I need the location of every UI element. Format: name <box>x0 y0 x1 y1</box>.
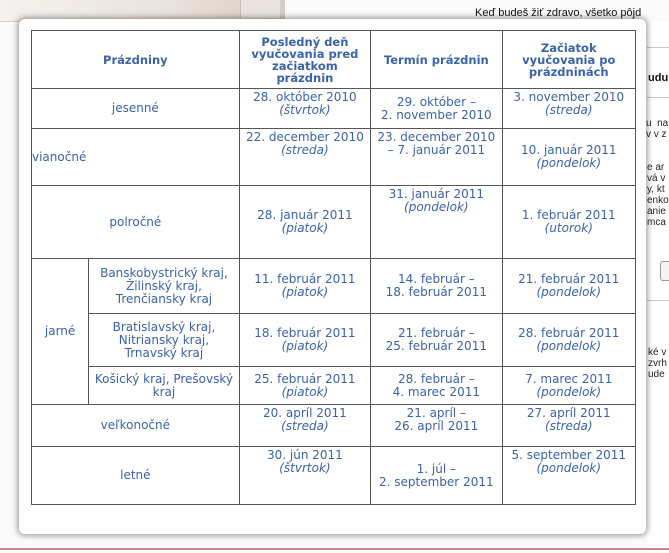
term-cell <box>371 367 502 405</box>
last-day-date: 18. február 2011 <box>254 326 356 340</box>
background-sidebar-text: u na v v z <box>646 118 669 140</box>
background-sidebar-heading: udu <box>648 72 669 84</box>
background-tagline: Keď budeš žiť zdravo, všetko pôjd <box>475 7 642 19</box>
table-row <box>32 89 636 129</box>
table-row <box>32 259 636 314</box>
start-date: 1. február 2011 <box>521 208 616 222</box>
term-start: 1. júl – <box>416 461 456 476</box>
last-day-weekday: (piatok) <box>281 339 329 353</box>
holiday-name: veľkonočné <box>32 405 240 447</box>
last-day-cell <box>239 314 370 367</box>
start-cell <box>502 367 635 405</box>
last-day-cell <box>239 367 370 405</box>
term-end: 26. apríl 2011 <box>394 419 479 433</box>
last-day-date: 28. október 2010 <box>253 90 357 104</box>
term-cell <box>371 447 502 505</box>
background-sidebar <box>647 22 669 552</box>
term-cell <box>371 314 502 367</box>
sidebar-divider <box>647 47 669 48</box>
start-weekday: (pondelok) <box>536 156 602 170</box>
holiday-name: jarné <box>32 259 89 405</box>
start-weekday: (pondelok) <box>536 461 602 475</box>
start-cell <box>502 314 635 367</box>
term-end: – 7. január 2011 <box>387 143 486 157</box>
last-day-cell <box>239 447 370 505</box>
term-end: 18. február 2011 <box>385 285 487 299</box>
header-zaciatok: Začiatok vyučovania po prázdninách <box>502 31 635 89</box>
header-posledny-den: Posledný deň vyučovania pred začiatkom prázdnin <box>239 31 370 89</box>
start-date: 3. november 2010 <box>513 90 625 104</box>
last-day-weekday: (piatok) <box>281 221 329 235</box>
term-start: 31. január 2011 <box>388 187 485 201</box>
term-cell <box>371 405 502 447</box>
start-date: 7. marec 2011 <box>525 371 613 386</box>
holiday-name: jesenné <box>32 89 240 129</box>
header-termin: Termín prázdnin <box>371 31 502 89</box>
term-weekday: (pondelok) <box>404 200 469 214</box>
last-day-cell <box>239 405 370 447</box>
last-day-cell <box>239 259 370 314</box>
term-start: 23. december 2010 <box>377 130 496 144</box>
start-weekday: (pondelok) <box>536 384 602 399</box>
start-cell <box>502 405 635 447</box>
region-cell: Banskobystrický kraj, Žilinský kraj, Trenčiansky kraj <box>89 259 240 314</box>
start-weekday: (streda) <box>544 419 593 433</box>
header-image-frame <box>240 0 280 18</box>
start-weekday: (streda) <box>544 103 593 117</box>
last-day-weekday: (štvrtok) <box>279 103 331 117</box>
term-start: 28. február – <box>397 371 475 386</box>
last-day-date: 11. február 2011 <box>254 272 356 286</box>
last-day-weekday: (streda) <box>281 143 329 157</box>
last-day-weekday: (piatok) <box>281 384 329 399</box>
background-sidebar-button[interactable] <box>660 261 669 281</box>
sidebar-divider <box>647 97 669 98</box>
holiday-name: polročné <box>32 186 240 259</box>
term-cell <box>371 89 502 129</box>
start-date: 27. apríl 2011 <box>526 406 611 420</box>
start-cell <box>502 89 635 129</box>
term-end: 25. február 2011 <box>385 339 487 353</box>
term-start: 21. február – <box>397 326 475 340</box>
start-date: 10. január 2011 <box>521 143 617 157</box>
last-day-date: 25. február 2011 <box>254 371 356 386</box>
last-day-date: 22. december 2010 <box>245 130 364 144</box>
table-row <box>32 186 636 259</box>
start-cell <box>502 259 635 314</box>
table-row <box>32 447 636 505</box>
sidebar-divider <box>647 300 669 301</box>
start-weekday: (pondelok) <box>536 339 602 353</box>
term-start: 29. október – <box>396 94 476 109</box>
term-end: 2. november 2010 <box>380 107 492 122</box>
term-end: 2. september 2011 <box>379 474 494 489</box>
page-bottom-border <box>0 548 669 550</box>
background-sidebar-text: ké v zvrh ude <box>648 347 667 380</box>
start-date: 5. september 2011 <box>511 448 627 462</box>
last-day-cell <box>239 186 370 259</box>
term-cell <box>371 186 502 259</box>
table-row <box>32 129 636 186</box>
start-cell <box>502 447 635 505</box>
table-row <box>32 314 636 367</box>
start-date: 28. február 2011 <box>518 326 620 340</box>
term-cell <box>371 129 502 186</box>
last-day-weekday: (štvrtok) <box>279 461 331 475</box>
term-start: 14. február – <box>397 272 475 286</box>
start-date: 21. február 2011 <box>518 272 620 286</box>
holiday-schedule-table <box>31 30 636 505</box>
start-cell <box>502 186 635 259</box>
table-row <box>32 405 636 447</box>
holiday-name: letné <box>32 447 240 505</box>
last-day-weekday: (piatok) <box>281 285 329 299</box>
start-cell <box>502 129 635 186</box>
start-weekday: (pondelok) <box>536 285 602 299</box>
last-day-date: 20. apríl 2011 <box>262 406 347 420</box>
last-day-date: 30. jún 2011 <box>267 448 343 462</box>
table-header-row <box>32 31 636 89</box>
last-day-date: 28. január 2011 <box>257 208 353 222</box>
background-sidebar-text: e ar vá v y, kt enko anie mca <box>647 162 669 228</box>
region-cell: Košický kraj, Prešovský kraj <box>89 367 240 405</box>
last-day-weekday: (streda) <box>281 419 329 433</box>
holiday-schedule-popup <box>19 19 646 534</box>
region-cell: Bratislavský kraj, Nitriansky kraj, Trnavský kraj <box>89 314 240 367</box>
term-cell <box>371 259 502 314</box>
start-weekday: (utorok) <box>544 221 593 235</box>
term-start: 21. apríl – <box>406 406 466 420</box>
holiday-name: vianočné <box>32 129 240 186</box>
table-row <box>32 367 636 405</box>
last-day-cell <box>239 129 370 186</box>
term-end: 4. marec 2011 <box>392 384 480 399</box>
last-day-cell <box>239 89 370 129</box>
header-prazdniny: Prázdniny <box>32 31 240 89</box>
